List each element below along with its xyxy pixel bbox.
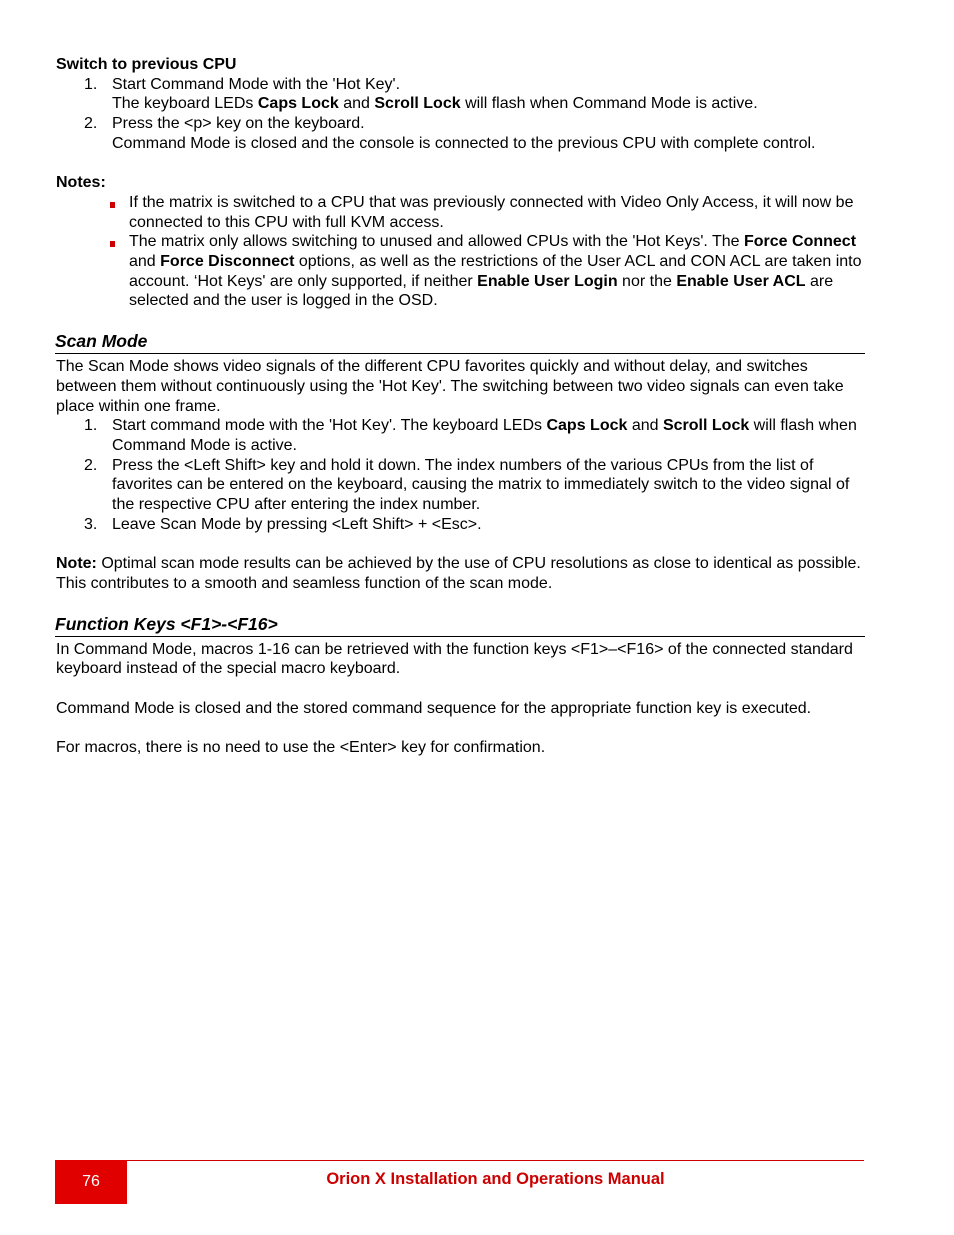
scroll-lock-term: Scroll Lock (374, 95, 461, 113)
scan-mode-note (56, 554, 866, 593)
list-item (56, 114, 866, 153)
caps-lock-term: Caps Lock (546, 417, 628, 435)
step-number: 2. (84, 456, 98, 474)
force-connect-term: Force Connect (744, 233, 857, 251)
step-number: 3. (84, 515, 98, 533)
scroll-lock-term: Scroll Lock (662, 417, 750, 435)
list-item (56, 456, 866, 515)
step-text: Command Mode is closed and the console is connected to the previous CPU with complete control. (112, 134, 816, 152)
function-keys-para: For macros, there is no need to use the <Enter> key for confirmation. (56, 739, 546, 757)
step-number: 2. (84, 115, 98, 133)
list-item (56, 193, 866, 232)
switch-previous-steps (56, 75, 866, 154)
step-number: 1. (84, 417, 98, 435)
note-text: The matrix only allows switching to unused and allowed CPUs with the 'Hot Keys'. The (129, 233, 744, 251)
caps-lock-term: Caps Lock (257, 95, 339, 113)
force-disconnect-term: Force Disconnect (160, 253, 295, 271)
enable-user-login-term: Enable User Login (477, 272, 618, 290)
footer-divider (56, 1160, 864, 1161)
switch-previous-cpu-heading: Switch to previous CPU (56, 56, 237, 73)
bullet-icon (110, 202, 115, 208)
list-item (56, 515, 866, 535)
step-text: The keyboard LEDs (112, 95, 258, 113)
step-text: Start Command Mode with the 'Hot Key'. (112, 75, 401, 93)
step-text: will flash when Command Mode is active. (460, 95, 758, 113)
step-text: Press the <Left Shift> key and hold it down. The index numbers of the various CPUs from the list of favorites can be entered on the keyboard, causing the matrix to immediately switch to the video signal of the respective CPU after entering the index number. (112, 456, 850, 514)
page-number: 76 (55, 1160, 127, 1204)
step-text: and (627, 417, 663, 435)
note-text: If the matrix is switched to a CPU that was previously connected with Video Only Access, it will now be connected to this CPU with full KVM access. (129, 193, 854, 231)
list-item (56, 232, 866, 311)
note-text: are selected and the user is logged in the OSD. (129, 272, 834, 310)
step-text: Start command mode with the 'Hot Key'. The keyboard LEDs (112, 417, 547, 435)
footer-title: Orion X Installation and Operations Manual (326, 1170, 665, 1188)
step-text: will flash when Command Mode is active. (112, 417, 857, 454)
bullet-icon (110, 241, 115, 247)
enable-user-acl-term: Enable User ACL (676, 272, 806, 290)
step-text: Leave Scan Mode by pressing <Left Shift> + <Esc>. (112, 515, 482, 533)
step-text: and (338, 95, 375, 113)
scan-mode-intro: The Scan Mode shows video signals of the different CPU favorites quickly and without delay, and switches between them without continuously using the 'Hot Key'. The switching between two video signals can even take place within one frame. (56, 358, 844, 415)
function-keys-heading: Function Keys <F1>-<F16> (55, 614, 865, 637)
step-text: Press the <p> key on the keyboard. (112, 115, 365, 133)
note-text: options, as well as the restrictions of the User ACL and CON ACL are taken into account. ‘Hot Keys' are only supported, if neither (129, 253, 862, 290)
page-content (56, 55, 866, 758)
function-keys-para: In Command Mode, macros 1-16 can be retrieved with the function keys <F1>–<F16> of the connected standard keyboard instead of the special macro keyboard. (56, 640, 853, 678)
note-text: and (129, 253, 161, 271)
scan-mode-steps (56, 416, 866, 534)
function-keys-para: Command Mode is closed and the stored command sequence for the appropriate function key is executed. (56, 699, 812, 717)
note-text: nor the (617, 272, 677, 290)
note-text: Optimal scan mode results can be achieved by the use of CPU resolutions as close to identical as possible. This contributes to a smooth and seamless function of the scan mode. (56, 555, 861, 592)
list-item (56, 416, 866, 455)
list-item (56, 75, 866, 114)
note-label: Note: (56, 555, 97, 573)
notes-heading: Notes: (56, 174, 106, 192)
scan-mode-heading: Scan Mode (55, 331, 865, 354)
notes-list (56, 193, 866, 311)
step-number: 1. (84, 75, 98, 93)
